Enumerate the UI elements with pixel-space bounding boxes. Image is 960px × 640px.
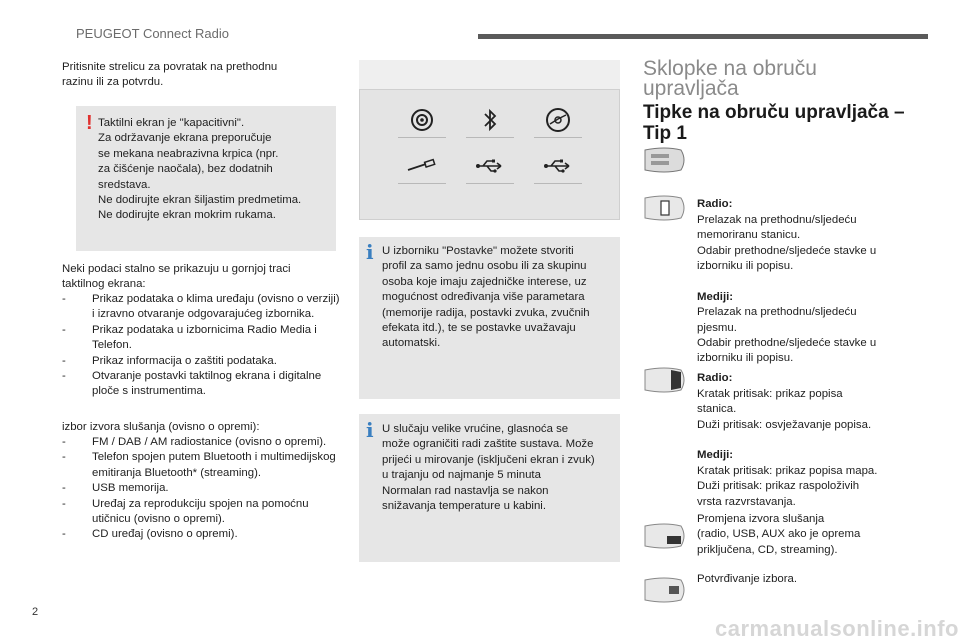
header-title: PEUGEOT Connect Radio [76,26,229,41]
list-item: - Otvaranje postavki taktilnog ekrana i digitalne ploče s instrumentima. [62,370,322,398]
usb-icon [466,148,514,184]
list-item: - Prikaz podataka u izbornicima Radio Media i Telefon. [62,323,317,352]
info-icon: i [366,418,374,442]
list-item: - Telefon spojen putem Bluetooth i multimedijskog emitiranja Bluetooth* (streaming). [62,451,336,479]
displayed-list [62,292,340,400]
list-item: - Prikaz podataka o klima uređaju (ovisno o verziji) i izravno otvaranje odgovarajućeg izbornika. [62,293,340,321]
intro-text: Pritisnite strelicu za povratak na prethodnu razinu ili za potvrdu. [62,61,278,89]
steering-wheel-controls-icon [641,146,689,174]
screen-top-strip [359,60,620,90]
source-button-icon [641,522,689,550]
aux-jack-icon [398,148,446,184]
header-bar [478,34,928,39]
list-item: - CD uređaj (ovisno o opremi). [62,528,238,541]
section-title: Sklopke na obruču upravljača [643,57,817,100]
entry-seek: Radio: Prelazak na prethodnu/sljedeću memoriranu stanicu. Odabir prethodne/sljedeće stavke u izborniku ili popisu. Mediji: Prelazak na prethodnu/sljedeću pjesmu. Odabir prethodne/sljedeće stavke u izborniku ili popisu. [697,198,877,365]
usb-icon [534,148,582,184]
warning-icon: ! [86,112,93,134]
section-subtitle: Tipke na obruču upravljača – Tip 1 [643,102,905,144]
radio-icon [398,102,446,138]
bluetooth-icon [466,102,514,138]
list-item: - Prikaz informacija o zaštiti podataka. [62,354,277,367]
list-item: - FM / DAB / AM radiostanice (ovisno o opremi). [62,436,327,448]
entry-source: Promjena izvora slušanja (radio, USB, AUX ako je oprema priključena, CD, streaming). [697,513,861,556]
warning-text: Taktilni ekran je "kapacitivni". Za održavanje ekrana preporučuje se mekana neabrazivna krpica (npr. za čišćenje naočala), bez dodatnih sredstava. Ne dodirujte ekran šiljastim predmetima. Ne dodirujte ekran mokrim rukama. [98,117,302,222]
list-item: - Uređaj za reprodukciju spojen na pomoćnu utičnicu (ovisno o opremi). [62,497,309,526]
page-number: 2 [32,606,39,618]
displayed-intro: Neki podaci stalno se prikazuju u gornjoj traci taktilnog ekrana: [62,263,291,291]
confirm-button-icon [641,576,689,604]
info-text-profiles: U izborniku "Postavke" možete stvoriti profil za samo jednu osobu ili za skupinu osoba koje imaju zajedničke interese, uz mogućnost određivanja više parametara (memorije radija, postavki zvuka, zvučnih efekata itd.), te se postavke uvažavaju automatski. [382,245,590,350]
watermark: carmanualsonline.info [715,616,959,640]
sources-intro: izbor izvora slušanja (ovisno o opremi): [62,421,260,433]
info-icon: i [366,240,374,264]
list-wheel-icon [641,366,689,394]
info-text-heat: U slučaju velike vrućine, glasnoća se može ograničiti radi zaštite sustava. Može prijeći u mirovanje (isključeni ekran i zvuk) u trajanju od najmanje 5 minuta Normalan rad nastavlja se nakon snižavanja temperature u kabini. [382,423,595,513]
sources-list [62,435,340,543]
entry-list: Radio: Kratak pritisak: prikaz popisa stanica. Duži pritisak: osvježavanje popisa. Mediji: Kratak pritisak: prikaz popisa mapa. Duži pritisak: prikaz raspoloživih vrsta razvrstavanja. [697,372,878,508]
seek-button-icon [641,194,689,222]
list-item: - USB memorija. [62,482,169,495]
entry-confirm: Potvrđivanje izbora. [697,573,798,585]
cd-icon [534,102,582,138]
